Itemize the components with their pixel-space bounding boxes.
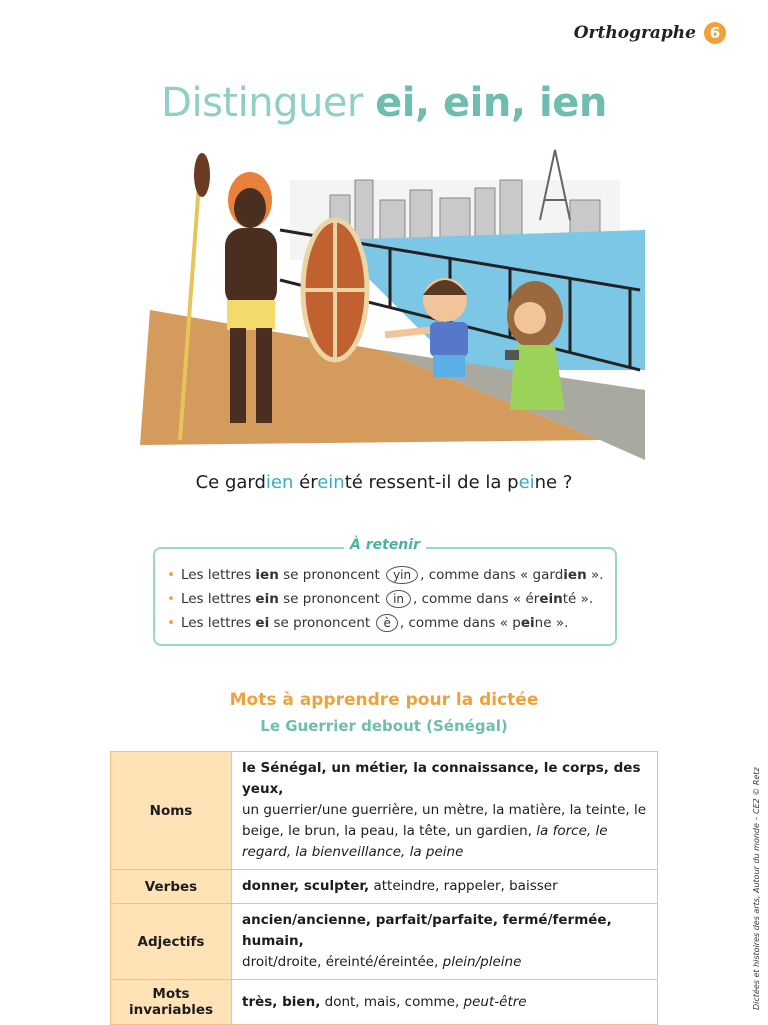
table-row <box>111 980 658 1025</box>
chapter-number-badge: 6 <box>704 22 726 44</box>
table-row <box>111 904 658 980</box>
words-table <box>110 751 658 1025</box>
table-row <box>111 870 658 904</box>
sound-bubble: in <box>386 590 411 608</box>
adjectifs-words: ancien/ancienne, parfait/parfaite, fermé/fermée, humain, droit/droite, éreinté/éreintée, plein/pleine <box>232 904 658 980</box>
row-label-verbes: Verbes <box>111 870 232 904</box>
words-section-subtitle: Le Guerrier debout (Sénégal) <box>260 717 508 735</box>
words-section-title: Mots à apprendre pour la dictée <box>229 690 539 710</box>
rule-item: • Les lettres ien se prononcent yin , comme dans « gardien ». <box>167 567 604 583</box>
table-row <box>111 752 658 870</box>
verbes-words: donner, sculpter, atteindre, rappeler, baisser <box>232 870 658 904</box>
rule-list <box>155 549 615 635</box>
rule-item: • Les lettres ei se prononcent è , comme dans « peine ». <box>167 615 569 631</box>
sound-bubble: è <box>376 614 397 632</box>
chapter-header <box>574 22 726 44</box>
invariables-words: très, bien, dont, mais, comme, peut-être <box>232 980 658 1025</box>
retenir-title: À retenir <box>344 537 426 553</box>
sound-bubble: yin <box>386 566 418 584</box>
illustration-warrior-children-paris <box>130 140 645 460</box>
noms-words: le Sénégal, un métier, la connaissance, le corps, des yeux, un guerrier/une guerrière, un mètre, la matière, la teinte, le beige, le brun, la peau, la tête, un gardien, la force, le regard, la bienveillance, la peine <box>232 752 658 870</box>
copyright-note: Dictées et histoires des arts, Autour du monde – CE2 © Retz <box>752 767 761 1010</box>
row-label-adjectifs: Adjectifs <box>111 904 232 980</box>
rule-item: • Les lettres ein se prononcent in , comme dans « éreinté ». <box>167 591 594 607</box>
illustration-caption: Ce gardien éreinté ressent-il de la peine ? <box>195 472 573 493</box>
row-label-invariables: Mots invariables <box>111 980 232 1025</box>
row-label-noms: Noms <box>111 752 232 870</box>
section-label: Orthographe <box>573 23 696 43</box>
retenir-box <box>153 537 617 646</box>
page-title: Distinguer ei, ein, ien <box>161 80 607 126</box>
